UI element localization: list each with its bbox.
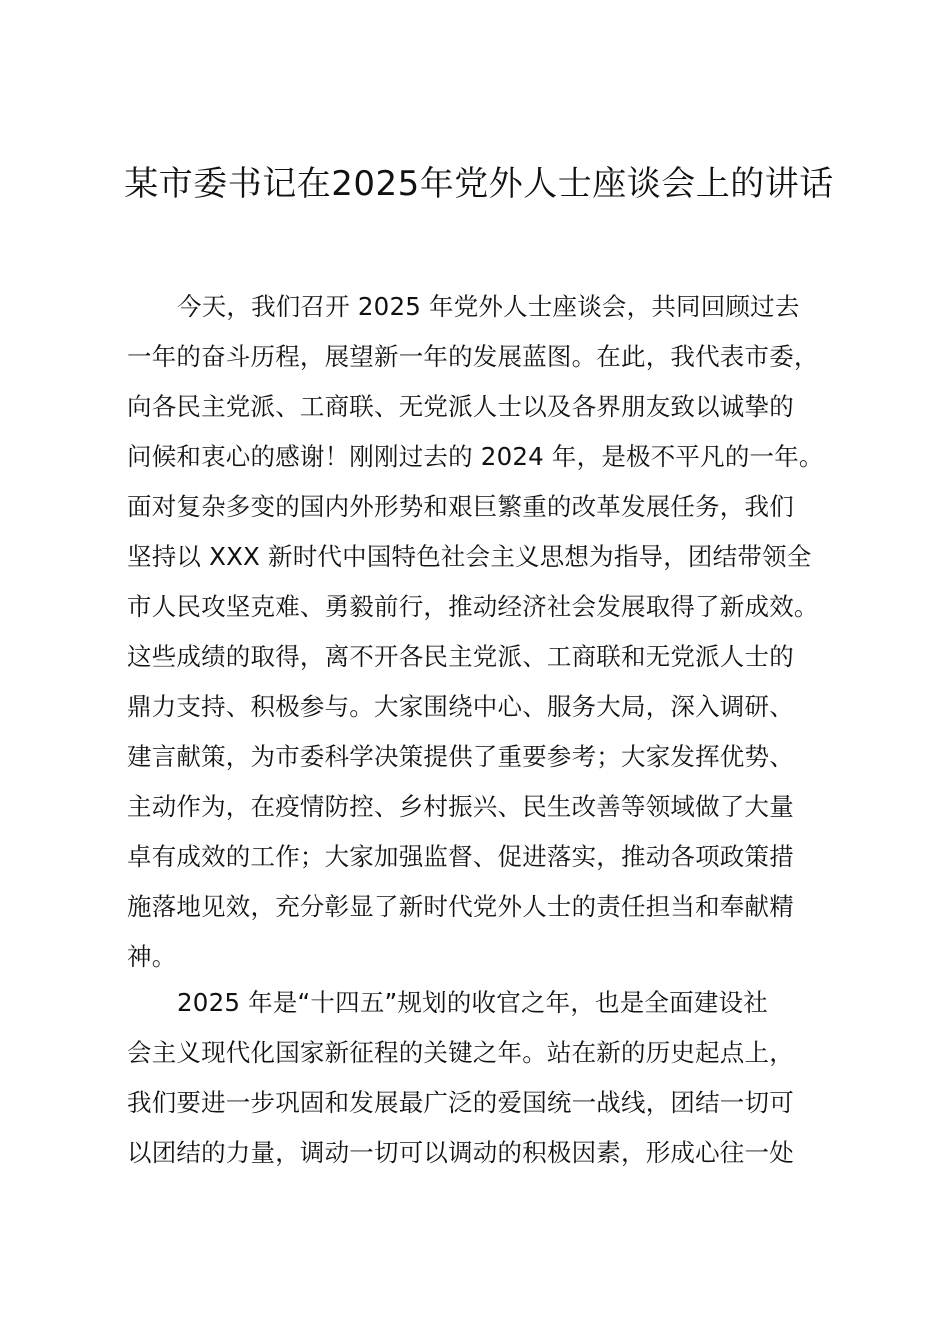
paragraph-line: 主动作为，在疫情防控、乡村振兴、民生改善等领域做了大量: [127, 792, 794, 821]
paragraph-line: 施落地见效，充分彰显了新时代党外人士的责任担当和奉献精: [127, 892, 794, 921]
paragraph-line: 市人民攻坚克难、勇毅前行，推动经济社会发展取得了新成效。: [127, 592, 819, 621]
paragraph-line: 神。: [127, 942, 177, 971]
paragraph-line: 向各民主党派、工商联、无党派人士以及各界朋友致以诚挚的: [127, 392, 794, 421]
paragraph-line: 一年的奋斗历程，展望新一年的发展蓝图。在此，我代表市委，: [127, 342, 819, 371]
paragraph-line: 鼎力支持、积极参与。大家围绕中心、服务大局，深入调研、: [127, 692, 794, 721]
paragraph-2: [127, 978, 839, 1178]
paragraph-line: 会主义现代化国家新征程的关键之年。站在新的历史起点上，: [127, 1038, 794, 1067]
document-title: 某市委书记在2025年党外人士座谈会上的讲话: [124, 164, 834, 204]
paragraph-line: 2025 年是“十四五”规划的收官之年，也是全面建设社: [177, 988, 768, 1017]
paragraph-1: [127, 282, 839, 982]
paragraph-line: 建言献策，为市委科学决策提供了重要参考；大家发挥优势、: [127, 742, 794, 771]
paragraph-line: 问候和衷心的感谢！刚刚过去的 2024 年，是极不平凡的一年。: [127, 442, 824, 471]
paragraph-line: 今天，我们召开 2025 年党外人士座谈会，共同回顾过去: [177, 292, 800, 321]
paragraph-line: 坚持以 XXX 新时代中国特色社会主义思想为指导，团结带领全: [127, 542, 812, 571]
paragraph-line: 以团结的力量，调动一切可以调动的积极因素，形成心往一处: [127, 1138, 794, 1167]
paragraph-line: 我们要进一步巩固和发展最广泛的爱国统一战线，团结一切可: [127, 1088, 794, 1117]
paragraph-line: 卓有成效的工作；大家加强监督、促进落实，推动各项政策措: [127, 842, 794, 871]
paragraph-line: 面对复杂多变的国内外形势和艰巨繁重的改革发展任务，我们: [127, 492, 794, 521]
paragraph-line: 这些成绩的取得，离不开各民主党派、工商联和无党派人士的: [127, 642, 794, 671]
